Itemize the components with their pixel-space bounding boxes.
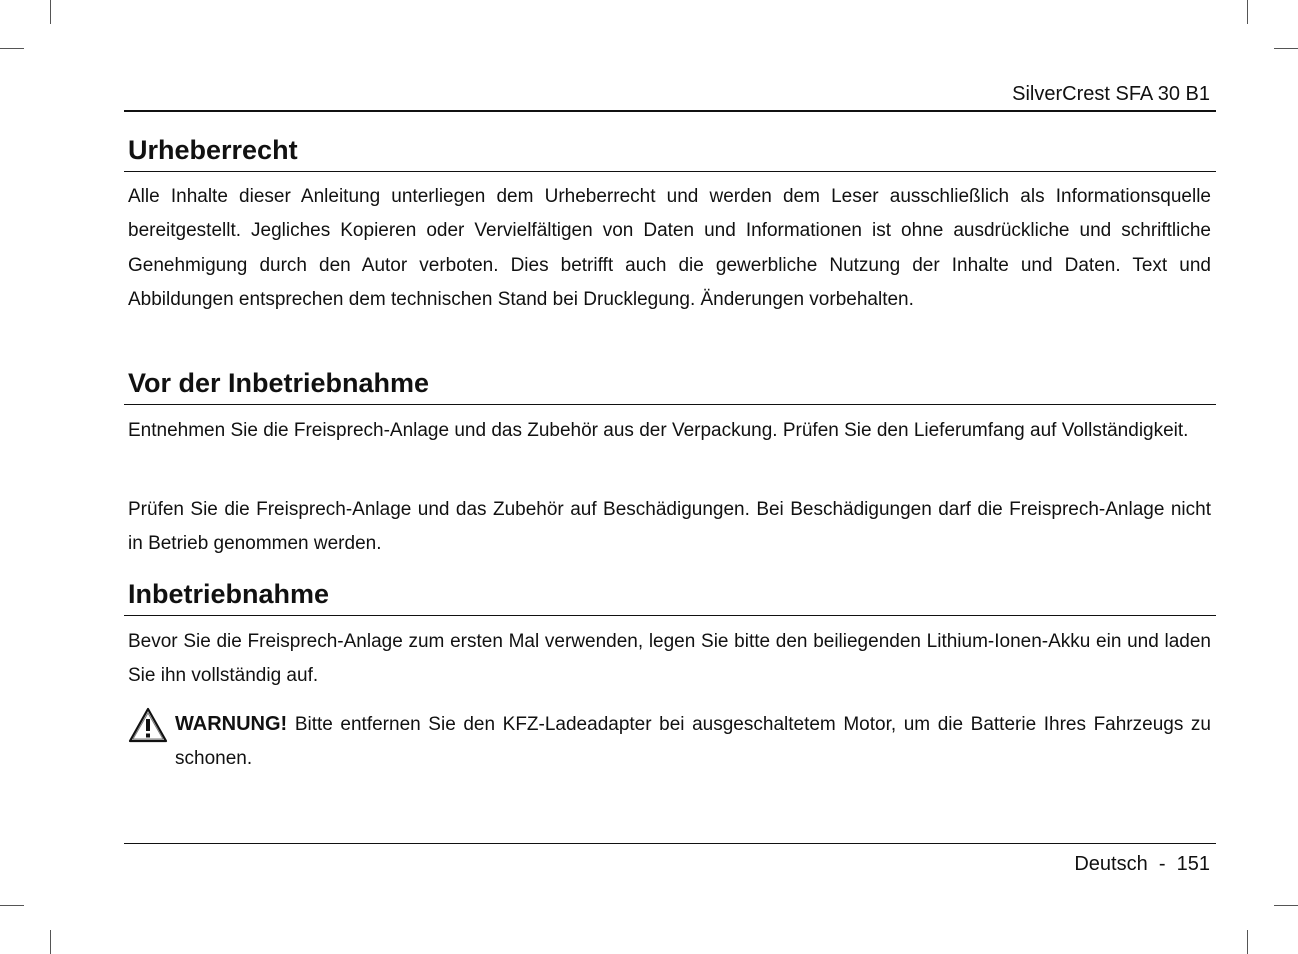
footer-separator: -: [1158, 853, 1166, 875]
crop-mark: [0, 905, 24, 906]
section-rule: [124, 404, 1216, 405]
section-rule: [124, 171, 1216, 172]
warning-label: WARNUNG!: [175, 713, 288, 735]
crop-mark: [1247, 0, 1248, 24]
crop-mark: [1274, 905, 1298, 906]
crop-mark: [0, 48, 24, 49]
header-rule: [124, 110, 1216, 112]
paragraph-unpack: Entnehmen Sie die Freisprech-Anlage und das Zubehör aus der Verpackung. Prüfen Sie den Lieferumfang auf Vollständigkeit.: [128, 420, 1189, 441]
footer: [1074, 852, 1210, 876]
crop-mark: [1247, 930, 1248, 954]
page-number: 151: [1176, 853, 1210, 875]
crop-mark: [50, 0, 51, 24]
crop-mark: [1274, 48, 1298, 49]
section-title-vor-der-inbetriebnahme: Vor der Inbetriebnahme: [128, 368, 430, 398]
section-title-urheberrecht: Urheberrecht: [128, 135, 298, 165]
paragraph-inspect: Prüfen Sie die Freisprech-Anlage und das Zubehör auf Beschädigungen. Bei Beschädigungen darf die Freisprech-Anlage nicht in Betrieb genommen werden.: [128, 499, 1211, 555]
section-title-inbetriebnahme: Inbetriebnahme: [128, 579, 330, 609]
warning-triangle-icon: [128, 707, 168, 743]
warning-text: [175, 707, 1211, 777]
warning-message: Bitte entfernen Sie den KFZ-Ladeadapter bei ausgeschaltetem Motor, um die Batterie Ihres Fahrzeugs zu schonen.: [175, 714, 1211, 770]
footer-language: Deutsch: [1074, 853, 1148, 875]
paragraph-copyright: Alle Inhalte dieser Anleitung unterliegen dem Urheberrecht und werden dem Leser ausschließlich als Informationsquelle bereitgestellt. Jegliches Kopieren oder Vervielfältigen von Daten und Informationen ist ohne ausdrückliche und schriftliche Genehmigung durch den Autor verboten. Dies betrifft auch die gewerbliche Nutzung der Inhalte und Daten. Text und Abbildungen entsprechen dem technischen Stand bei Drucklegung. Änderungen vorbehalten.: [128, 186, 1211, 311]
section-rule: [124, 615, 1216, 616]
footer-rule: [124, 843, 1216, 844]
crop-mark: [50, 930, 51, 954]
header-product-name: SilverCrest SFA 30 B1: [1012, 83, 1210, 105]
paragraph-battery: Bevor Sie die Freisprech-Anlage zum ersten Mal verwenden, legen Sie bitte den beiliegenden Lithium-Ionen-Akku ein und laden Sie ihn vollständig auf.: [128, 631, 1211, 687]
